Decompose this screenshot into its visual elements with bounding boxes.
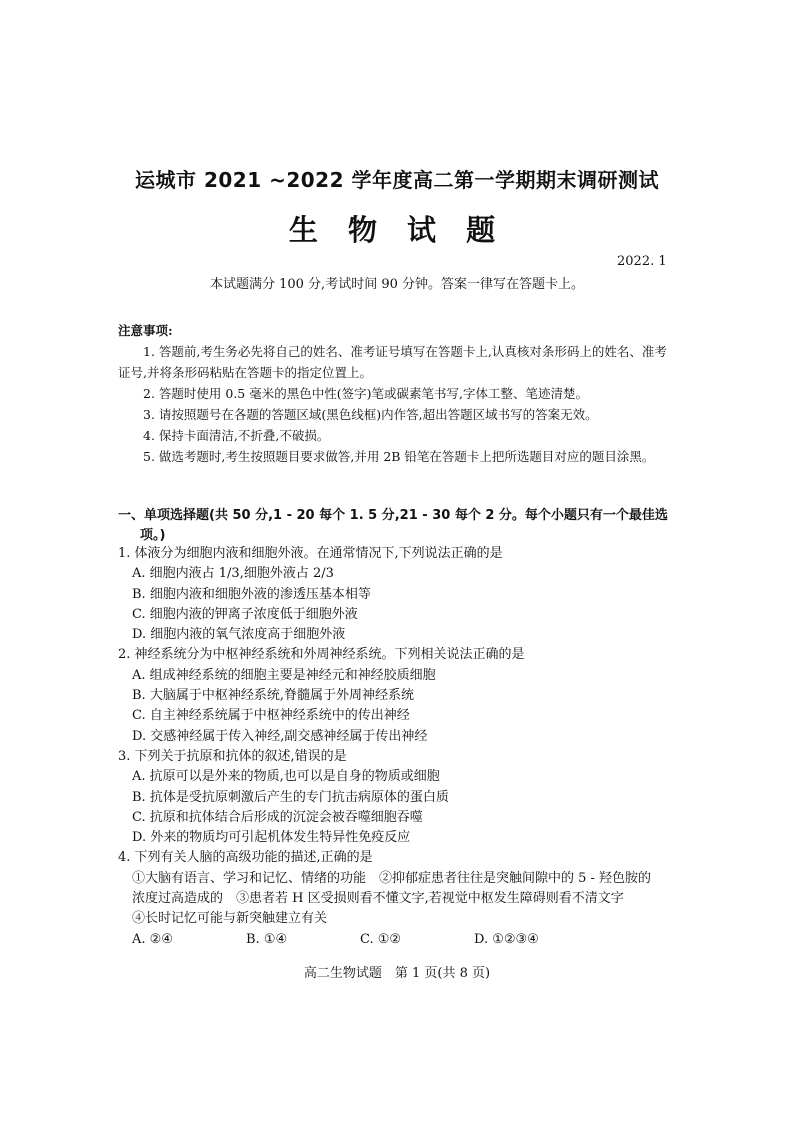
question-option: A. 组成神经系统的细胞主要是神经元和神经胶质细胞 [132, 667, 436, 683]
question-option: B. 大脑属于中枢神经系统,脊髓属于外周神经系统 [132, 688, 414, 704]
page-footer: 高二生物试题 第 1 页(共 8 页) [303, 966, 491, 981]
question-option: C. ①② [360, 931, 402, 947]
question-option: D. 外来的物质均可引起机体发生特异性免疫反应 [132, 830, 411, 846]
question-option: A. ②④ [132, 931, 173, 947]
exam-subtitle: 生 物 试 题 [288, 213, 506, 247]
notice-item: 5. 做选考题时,考生按照题目要求做答,并用 2B 铅笔在答题卡上把所选题目对应的题目涂黑。 [143, 449, 655, 464]
exam-date: 2022. 1 [617, 254, 667, 269]
question-option: C. 抗原和抗体结合后形成的沉淀会被吞噬细胞吞噬 [132, 809, 423, 825]
notice-block [118, 320, 678, 467]
notice-title: 注意事项: [118, 323, 173, 338]
question-option: B. 抗体是受抗原刺激后产生的专门抗击病原体的蛋白质 [132, 789, 449, 805]
question-2 [118, 645, 684, 746]
question-option: C. 自主神经系统属于中枢神经系统中的传出神经 [132, 708, 410, 724]
question-option: D. ①②③④ [474, 931, 539, 947]
question-options-row [118, 930, 684, 950]
notice-item: 4. 保持卡面清洁,不折叠,不破损。 [143, 428, 330, 443]
question-3 [118, 747, 684, 848]
notice-item: 2. 答题时使用 0.5 毫米的黑色中性(签字)笔或碳素笔书写,字体工整、笔迹清楚。 [143, 386, 588, 401]
question-statement: ④长时记忆可能与新突触建立有关 [132, 911, 328, 927]
question-statement: ①大脑有语言、学习和记忆、情绪的功能 ②抑郁症患者往往是突触间隙中的 5 - 羟色胺的 [132, 870, 652, 886]
section-heading-line: 一、单项选择题(共 50 分,1 - 20 每个 1. 5 分,21 - 30 每个 2 分。每个小题只有一个最佳选 [118, 508, 668, 523]
notice-item: 3. 请按照题号在各题的答题区域(黑色线框)内作答,超出答题区域书写的答案无效。 [143, 407, 598, 422]
question-option: A. 细胞内液占 1/3,细胞外液占 2/3 [132, 566, 334, 582]
question-4 [118, 848, 684, 949]
question-stem: 3. 下列关于抗原和抗体的叙述,错误的是 [118, 748, 347, 764]
section-heading-line: 项。) [140, 528, 166, 543]
question-option: A. 抗原可以是外来的物质,也可以是自身的物质或细胞 [132, 769, 440, 785]
question-1 [118, 544, 684, 645]
question-option: B. ①④ [246, 931, 288, 947]
question-statement: 浓度过高造成的 ③患者若 H 区受损则看不懂文字,若视觉中枢发生障碍则看不清文字 [132, 891, 624, 907]
section-heading [118, 506, 684, 546]
question-option: D. 细胞内液的氧气浓度高于细胞外液 [132, 627, 346, 643]
question-option: C. 细胞内液的钾离子浓度低于细胞外液 [132, 606, 358, 622]
question-stem: 1. 体液分为细胞内液和细胞外液。在通常情况下,下列说法正确的是 [118, 546, 503, 561]
question-option: D. 交感神经属于传入神经,副交感神经属于传出神经 [132, 728, 428, 744]
exam-title: 运城市 2021 ~2022 学年度高二第一学期期末调研测试 [135, 168, 659, 192]
question-stem: 2. 神经系统分为中枢神经系统和外周神经系统。下列相关说法正确的是 [118, 647, 525, 663]
question-list [118, 544, 684, 950]
question-stem: 4. 下列有关人脑的高级功能的描述,正确的是 [118, 850, 373, 866]
notice-item: 1. 答题前,考生务必先将自己的姓名、准考证号填写在答题卡上,认真核对条形码上的姓名、准考证号,并将条形码粘贴在答题卡的指定位置上。 [118, 344, 667, 380]
exam-intro: 本试题满分 100 分,考试时间 90 分钟。答案一律写在答题卡上。 [209, 277, 585, 292]
question-option: B. 细胞内液和细胞外液的渗透压基本相等 [132, 586, 371, 602]
